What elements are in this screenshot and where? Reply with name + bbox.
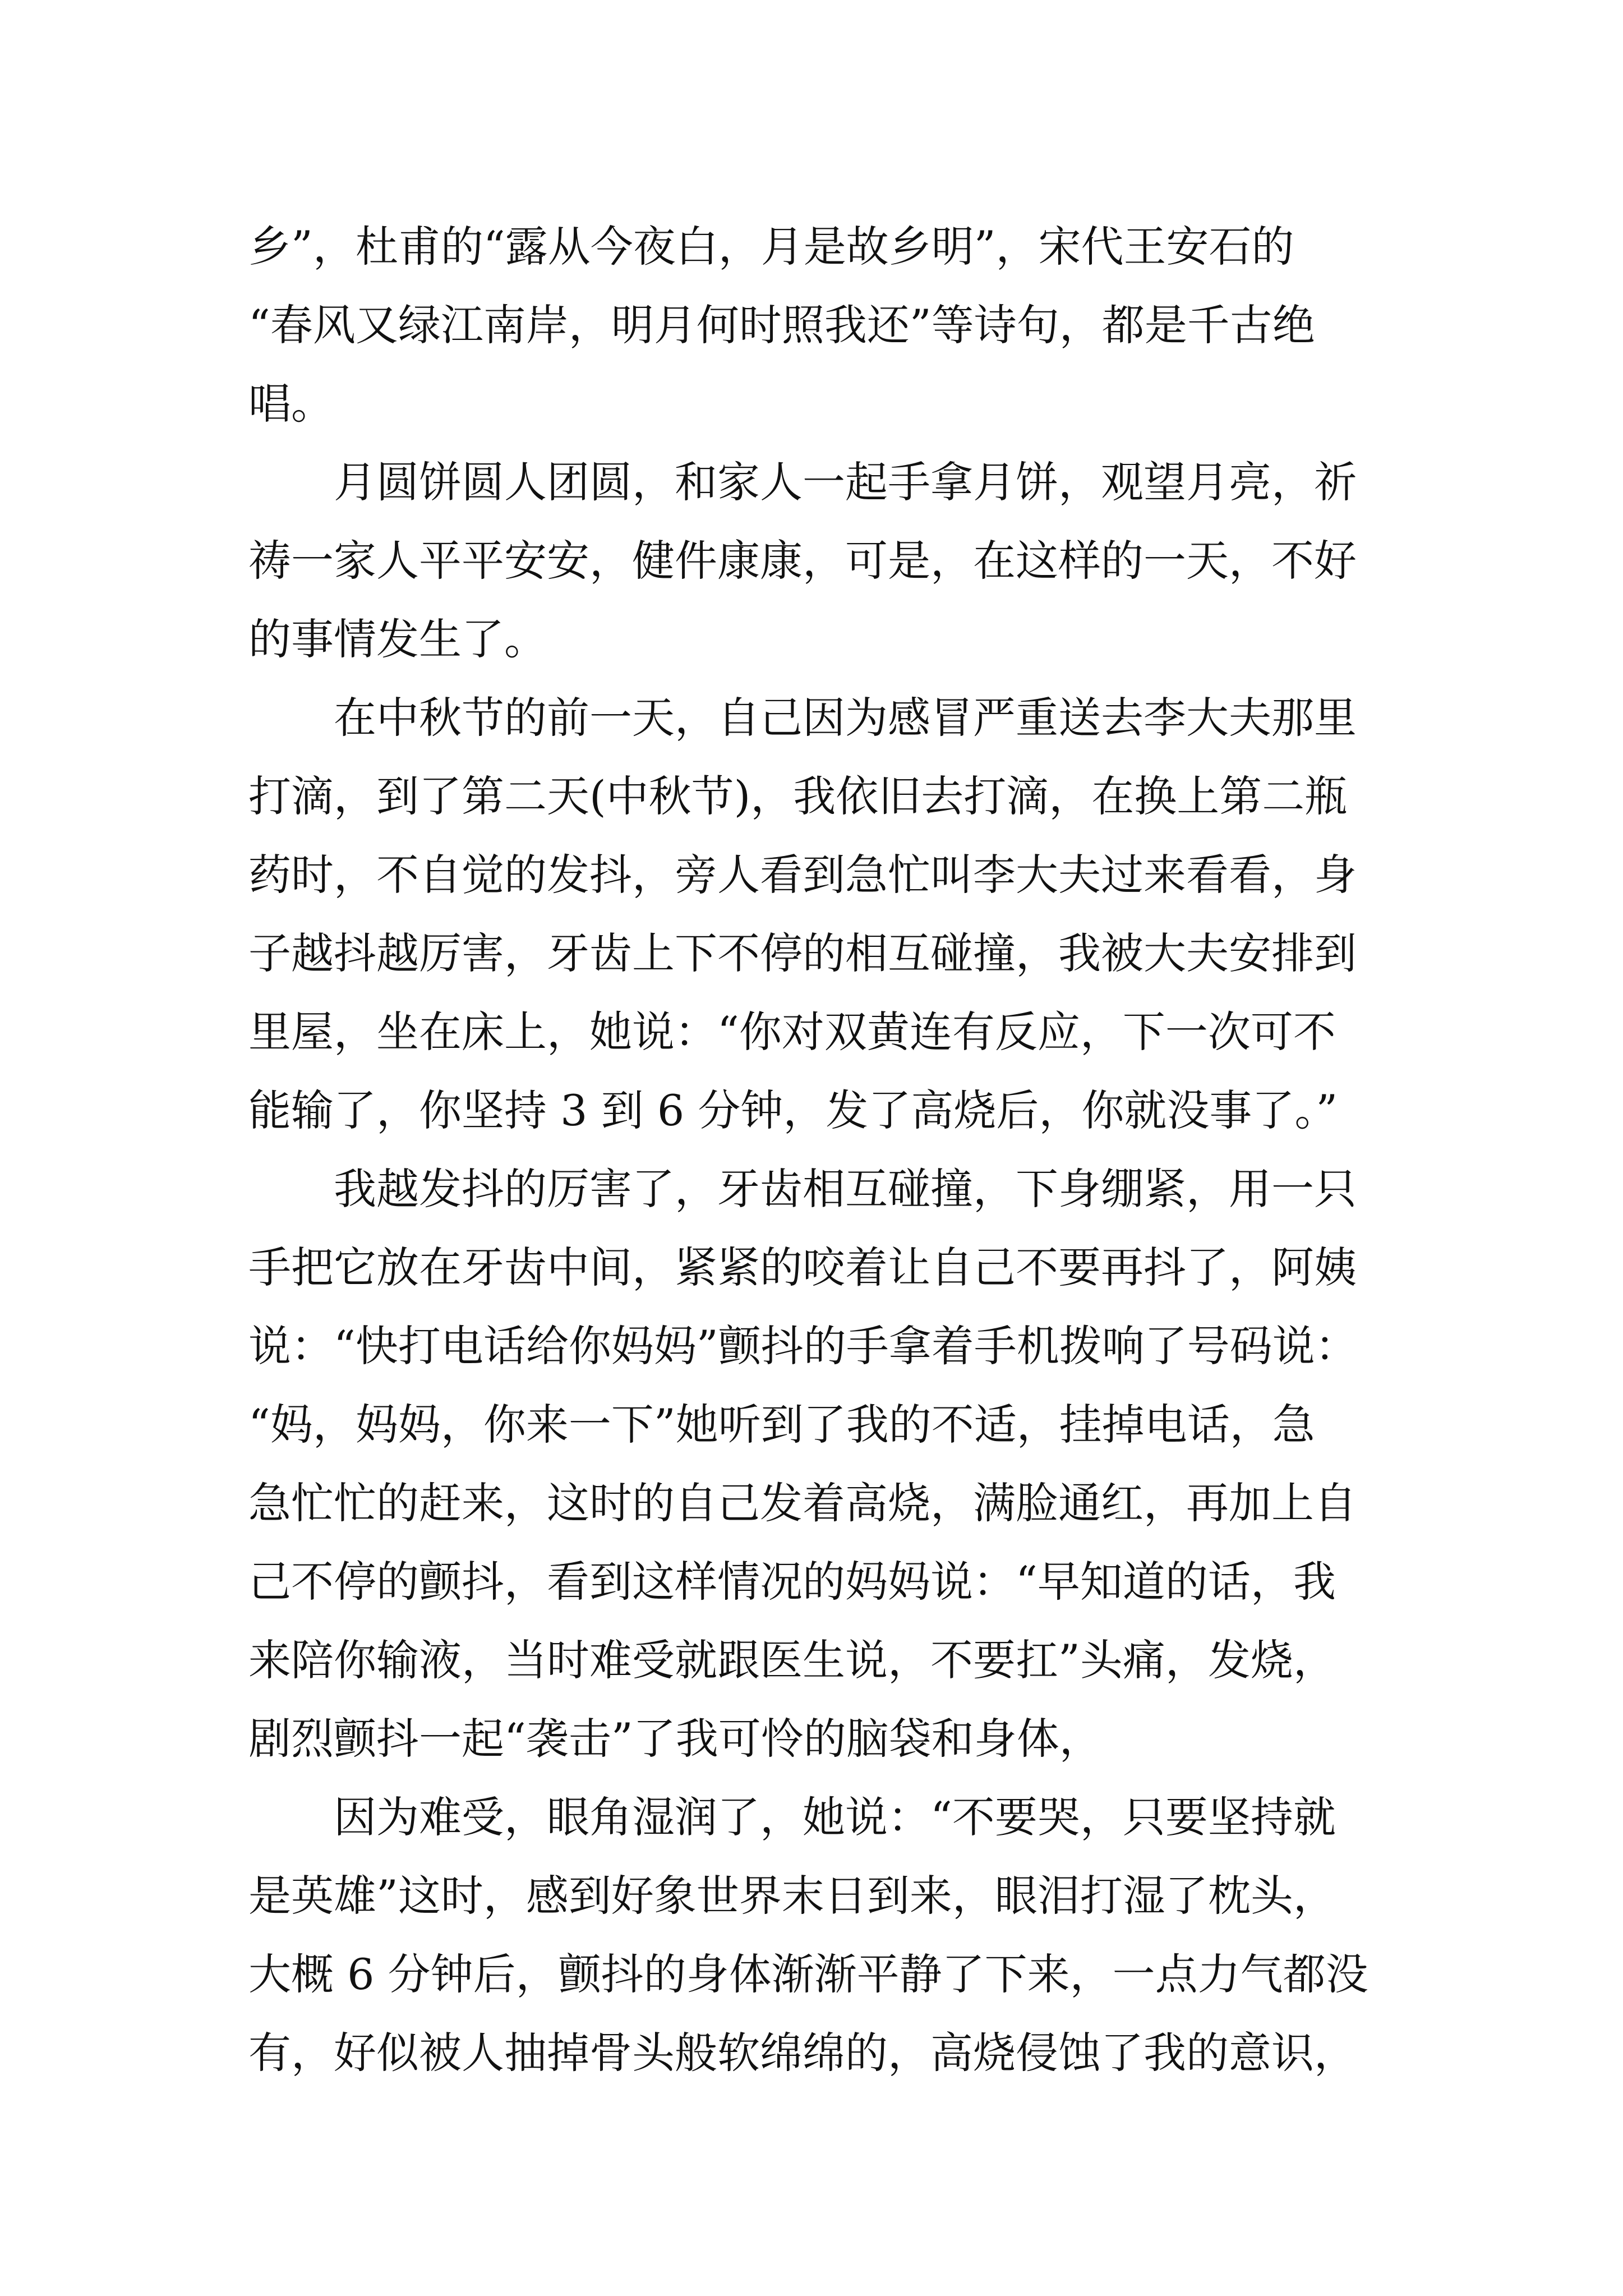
text-line: 在中秋节的前一天，自己因为感冒严重送去李大夫那里	[334, 693, 1357, 743]
paragraph-3	[248, 679, 1418, 1150]
body-text	[248, 208, 1418, 2092]
text-line: 唱。	[248, 379, 334, 429]
text-line: 里屋，坐在床上，她说：“你对双黄连有反应，下一次可不	[248, 1007, 1336, 1057]
paragraph-2	[248, 443, 1418, 679]
text-line: 因为难受，眼角湿润了，她说：“不要哭，只要坚持就	[334, 1792, 1336, 1842]
text-line: 药时，不自觉的发抖，旁人看到急忙叫李大夫过来看看，身	[248, 850, 1357, 900]
text-line: 手把它放在牙齿中间，紧紧的咬着让自己不要再抖了，阿姨	[248, 1243, 1357, 1292]
text-line: 的事情发生了。	[248, 614, 547, 664]
paragraph-1	[248, 208, 1418, 443]
text-line: “春风又绿江南岸，明月何时照我还”等诗句，都是千古绝	[248, 300, 1315, 350]
text-line: 来陪你输液，当时难受就跟医生说，不要扛”头痛，发烧，	[248, 1635, 1336, 1685]
text-line: 能输了，你坚持 3 到 6 分钟，发了高烧后，你就没事了。”	[248, 1085, 1338, 1135]
paragraph-4	[248, 1150, 1418, 1778]
text-line: 子越抖越厉害，牙齿上下不停的相互碰撞，我被大夫安排到	[248, 928, 1357, 978]
text-line: 月圆饼圆人团圆，和家人一起手拿月饼，观望月亮，祈	[334, 457, 1357, 507]
text-line: 打滴，到了第二天(中秋节)，我依旧去打滴，在换上第二瓶	[248, 771, 1348, 821]
text-line: 我越发抖的厉害了，牙齿相互碰撞，下身绷紧，用一只	[334, 1164, 1357, 1214]
text-line: 祷一家人平平安安，健件康康，可是，在这样的一天，不好	[248, 536, 1357, 586]
text-line: 说：“快打电话给你妈妈”颤抖的手拿着手机拨响了号码说：	[248, 1321, 1358, 1371]
text-line: 乡”，杜甫的“露从今夜白，月是故乡明”，宋代王安石的	[248, 222, 1294, 272]
text-line: 有，好似被人抽掉骨头般软绵绵的，高烧侵蚀了我的意识，	[248, 2028, 1357, 2078]
text-line: 是英雄”这时，感到好象世界末日到来，眼泪打湿了枕头，	[248, 1871, 1336, 1921]
paragraph-5	[248, 1778, 1418, 2092]
text-line: 大概 6 分钟后，颤抖的身体渐渐平静了下来，一点力气都没	[248, 1949, 1368, 1999]
text-line: 己不停的颤抖，看到这样情况的妈妈说：“早知道的话，我	[248, 1557, 1336, 1607]
text-line: 剧烈颤抖一起“袭击”了我可怜的脑袋和身体，	[248, 1714, 1102, 1764]
text-line: 急忙忙的赶来，这时的自己发着高烧，满脸通红，再加上自	[248, 1478, 1357, 1528]
text-line: “妈，妈妈，你来一下”她听到了我的不适，挂掉电话，急	[248, 1400, 1315, 1450]
